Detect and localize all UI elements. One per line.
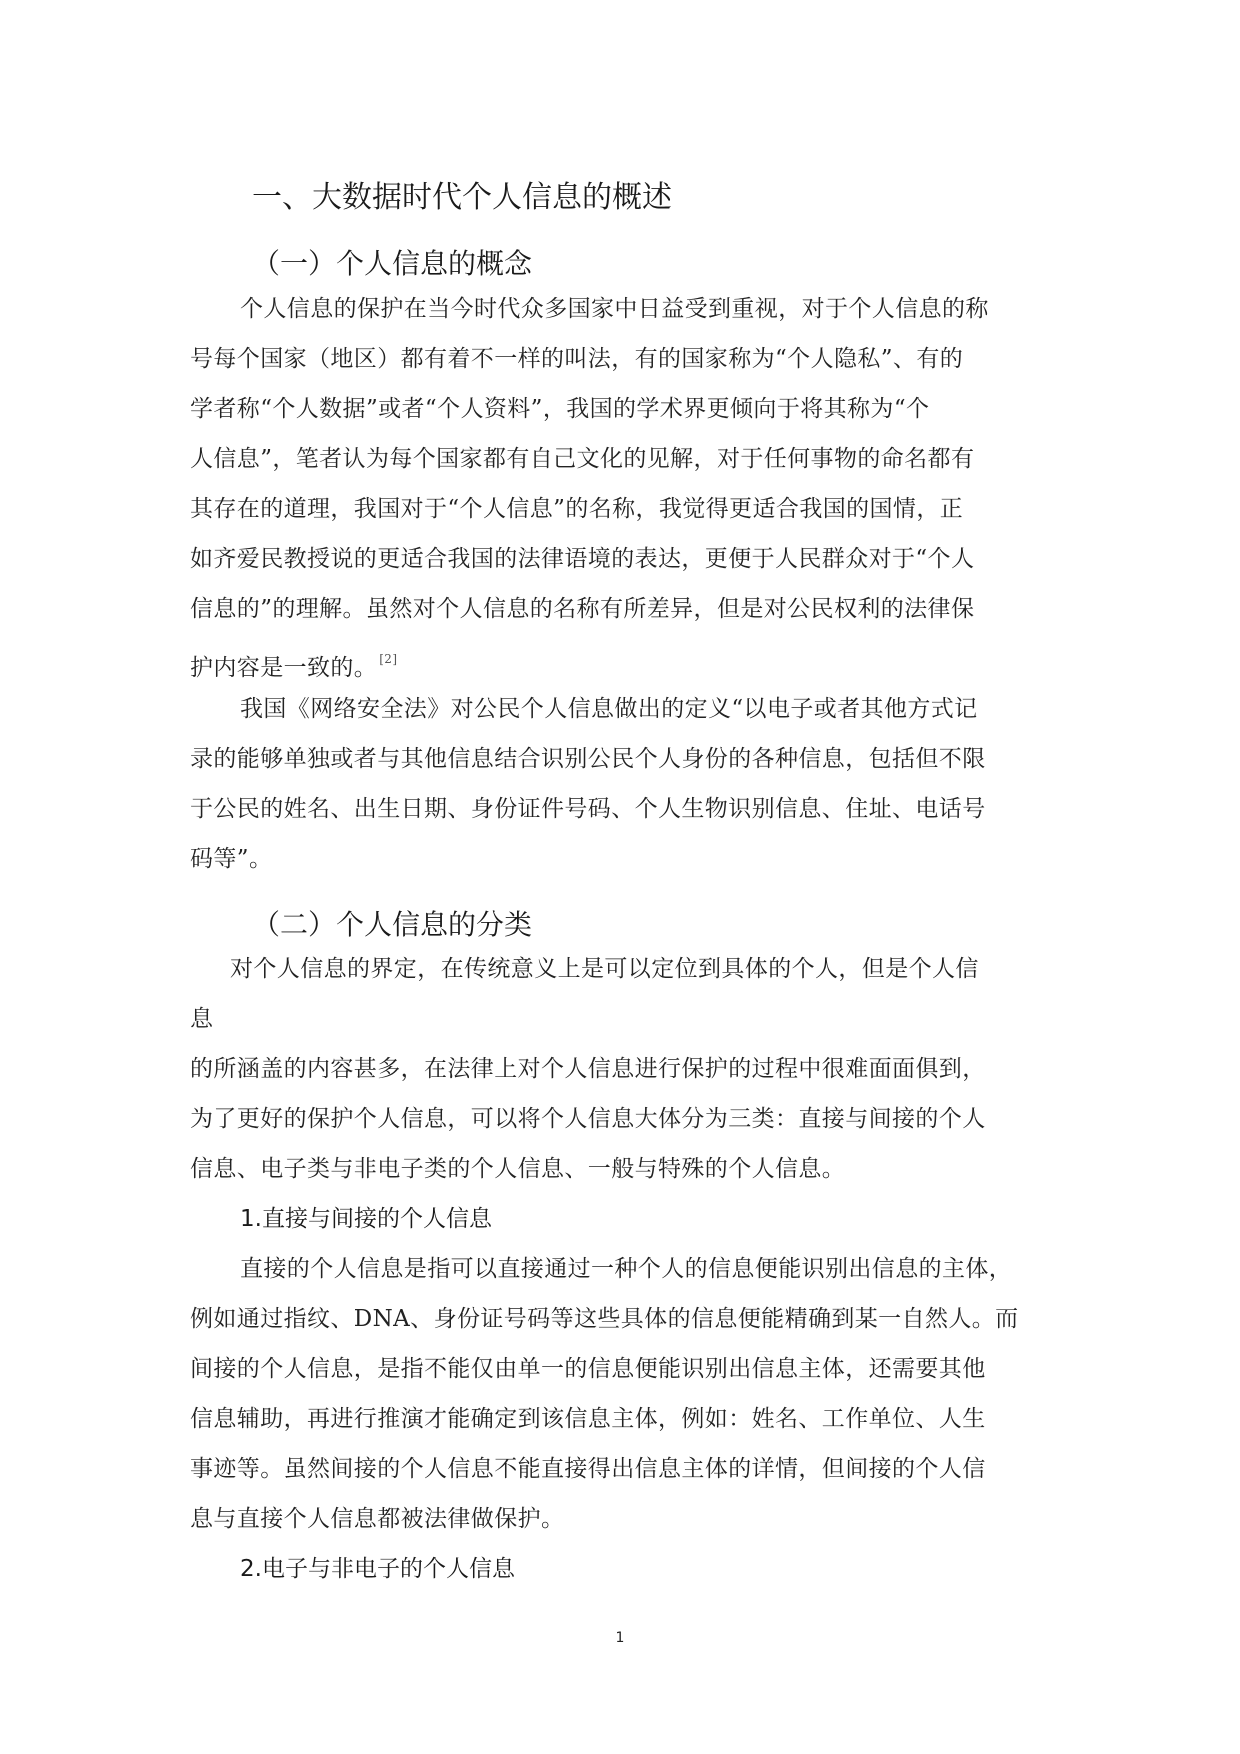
section-heading-classification: （二）个人信息的分类 [252, 908, 533, 941]
paragraph-line: 息与直接个人信息都被法律做保护。 [190, 1506, 565, 1532]
subsection-heading-direct-indirect: 1.直接与间接的个人信息 [240, 1206, 492, 1232]
paragraph-line: 信息的”的理解。虽然对个人信息的名称有所差异，但是对公民权利的法律保 [190, 596, 975, 622]
paragraph-line: 学者称“个人数据”或者“个人资料”，我国的学术界更倾向于将其称为“个 [190, 396, 930, 422]
paragraph-line: 信息辅助，再进行推演才能确定到该信息主体，例如：姓名、工作单位、人生 [190, 1406, 986, 1432]
paragraph-line: 号每个国家（地区）都有着不一样的叫法，有的国家称为“个人隐私”、有的 [190, 346, 964, 372]
citation-reference: [2] [379, 652, 398, 666]
paragraph-line: 其存在的道理，我国对于“个人信息”的名称，我觉得更适合我国的国情，正 [190, 496, 964, 522]
subsection-heading-electronic: 2.电子与非电子的个人信息 [240, 1556, 515, 1582]
paragraph-line: 我国《网络安全法》对公民个人信息做出的定义“以电子或者其他方式记 [240, 696, 978, 722]
paragraph-line: 直接的个人信息是指可以直接通过一种个人的信息便能识别出信息的主体， [240, 1256, 1013, 1282]
paragraph-line: 信息、电子类与非电子类的个人信息、一般与特殊的个人信息。 [190, 1156, 846, 1182]
paragraph-line: 于公民的姓名、出生日期、身份证件号码、个人生物识别信息、住址、电话号 [190, 796, 986, 822]
paragraph-line: 间接的个人信息，是指不能仅由单一的信息便能识别出信息主体，还需要其他 [190, 1356, 986, 1382]
paragraph-line: 事迹等。虽然间接的个人信息不能直接得出信息主体的详情，但间接的个人信 [190, 1456, 986, 1482]
paragraph-line [190, 644, 397, 683]
paragraph-line: 码等”。 [190, 846, 273, 872]
paragraph-line: 如齐爱民教授说的更适合我国的法律语境的表达，更便于人民群众对于“个人 [190, 546, 975, 572]
paragraph-line: 人信息”，笔者认为每个国家都有自己文化的见解，对于任何事物的命名都有 [190, 446, 975, 472]
paragraph-line: 对个人信息的界定，在传统意义上是可以定位到具体的个人，但是个人信 [230, 956, 979, 982]
paragraph-line: 个人信息的保护在当今时代众多国家中日益受到重视，对于个人信息的称 [240, 296, 989, 322]
paragraph-line: 录的能够单独或者与其他信息结合识别公民个人身份的各种信息，包括但不限 [190, 746, 986, 772]
paragraph-line: 为了更好的保护个人信息，可以将个人信息大体分为三类：直接与间接的个人 [190, 1106, 986, 1132]
paragraph-line: 息 [190, 1006, 214, 1032]
section-heading-concept: （一）个人信息的概念 [252, 247, 533, 280]
page-number: 1 [615, 1630, 625, 1646]
paragraph-line: 例如通过指纹、DNA、身份证号码等这些具体的信息便能精确到某一自然人。而 [190, 1306, 1019, 1332]
paragraph-line: 的所涵盖的内容甚多，在法律上对个人信息进行保护的过程中很难面面俱到， [190, 1056, 986, 1082]
chapter-heading: 一、大数据时代个人信息的概述 [252, 180, 672, 215]
paragraph-text: 护内容是一致的。 [190, 655, 378, 681]
